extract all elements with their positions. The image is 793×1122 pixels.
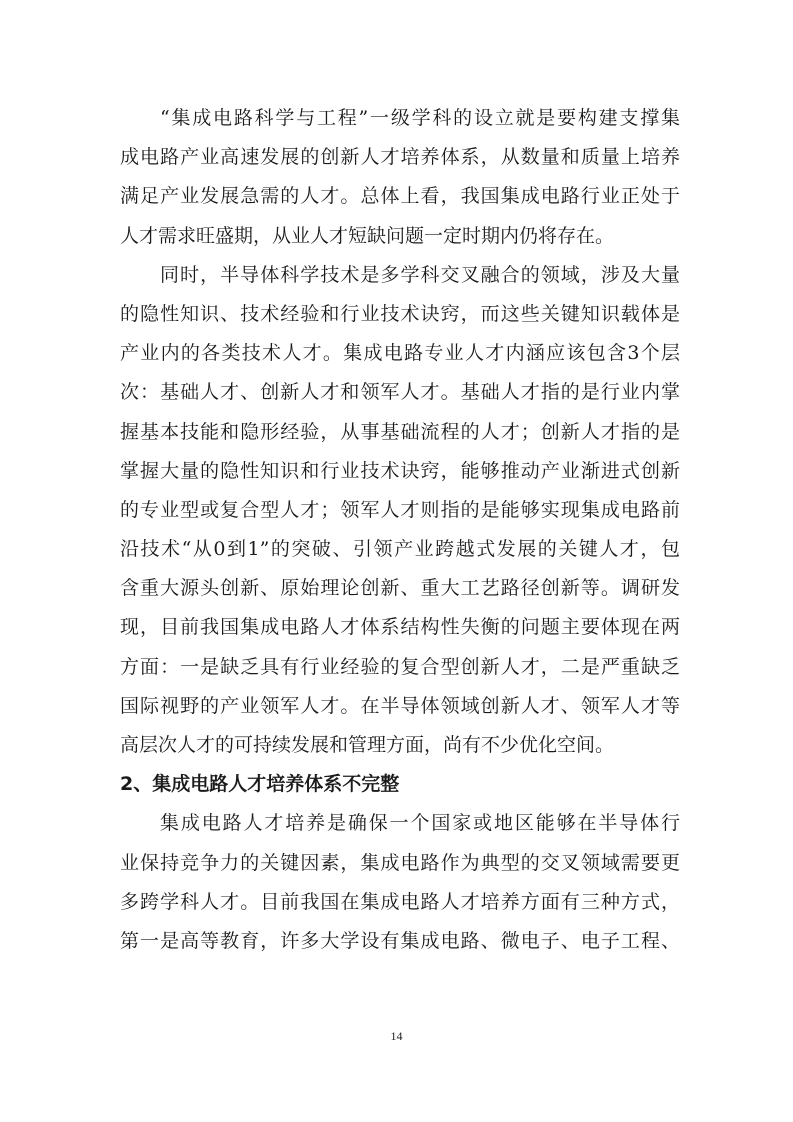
text-line: 人才需求旺盛期，从业人才短缺问题一定时期内仍将存在。 xyxy=(120,224,615,247)
text-line: 现，目前我国集成电路人才体系结构性失衡的问题主要体现在两 xyxy=(120,616,680,639)
paragraph-3 xyxy=(120,804,680,961)
text-line: 高层次人才的可持续发展和管理方面，尚有不少优化空间。 xyxy=(120,734,615,756)
page-number: 14 xyxy=(390,1029,403,1043)
text-line: 握基本技能和隐形经验，从事基础流程的人才；创新人才指的是 xyxy=(120,420,680,443)
text-line: 第一是高等教育，许多大学设有集成电路、微电子、电子工程、 xyxy=(120,929,680,952)
text-line: “集成电路科学与工程”一级学科的设立就是要构建支撑集 xyxy=(160,107,680,129)
text-line: 业保持竞争力的关键因素，集成电路作为典型的交叉领域需要更 xyxy=(120,851,680,874)
paragraph-2 xyxy=(120,256,680,765)
paragraph-1 xyxy=(120,99,680,256)
text-line: 沿技术“从0到1”的突破、引领产业跨越式发展的关键人才，包 xyxy=(120,538,680,561)
text-line: 含重大源头创新、原始理论创新、重大工艺路径创新等。调研发 xyxy=(120,577,680,600)
text-line: 产业内的各类技术人才。集成电路专业人才内涵应该包含3个层 xyxy=(120,342,680,365)
text-line: 的隐性知识、技术经验和行业技术诀窍，而这些关键知识载体是 xyxy=(120,302,680,325)
text-line: 集成电路人才培养是确保一个国家或地区能够在半导体行 xyxy=(160,812,680,835)
text-line: 多跨学科人才。目前我国在集成电路人才培养方面有三种方式， xyxy=(120,890,680,913)
text-line: 的专业型或复合型人才；领军人才则指的是能够实现集成电路前 xyxy=(120,498,680,521)
text-line: 同时，半导体科学技术是多学科交叉融合的领域，涉及大量 xyxy=(160,263,680,286)
text-line: 满足产业发展急需的人才。总体上看，我国集成电路行业正处于 xyxy=(120,185,680,208)
section-heading: 2、集成电路人才培养体系不完整 xyxy=(120,773,400,796)
page-body xyxy=(120,99,680,961)
text-line: 成电路产业高速发展的创新人才培养体系，从数量和质量上培养 xyxy=(120,146,680,169)
text-line: 方面：一是缺乏具有行业经验的复合型创新人才，二是严重缺乏 xyxy=(120,655,680,678)
text-line: 掌握大量的隐性知识和行业技术诀窍，能够推动产业渐进式创新 xyxy=(120,459,680,482)
text-line: 次：基础人才、创新人才和领军人才。基础人才指的是行业内掌 xyxy=(120,381,680,404)
text-line: 国际视野的产业领军人才。在半导体领域创新人才、领军人才等 xyxy=(120,694,680,717)
